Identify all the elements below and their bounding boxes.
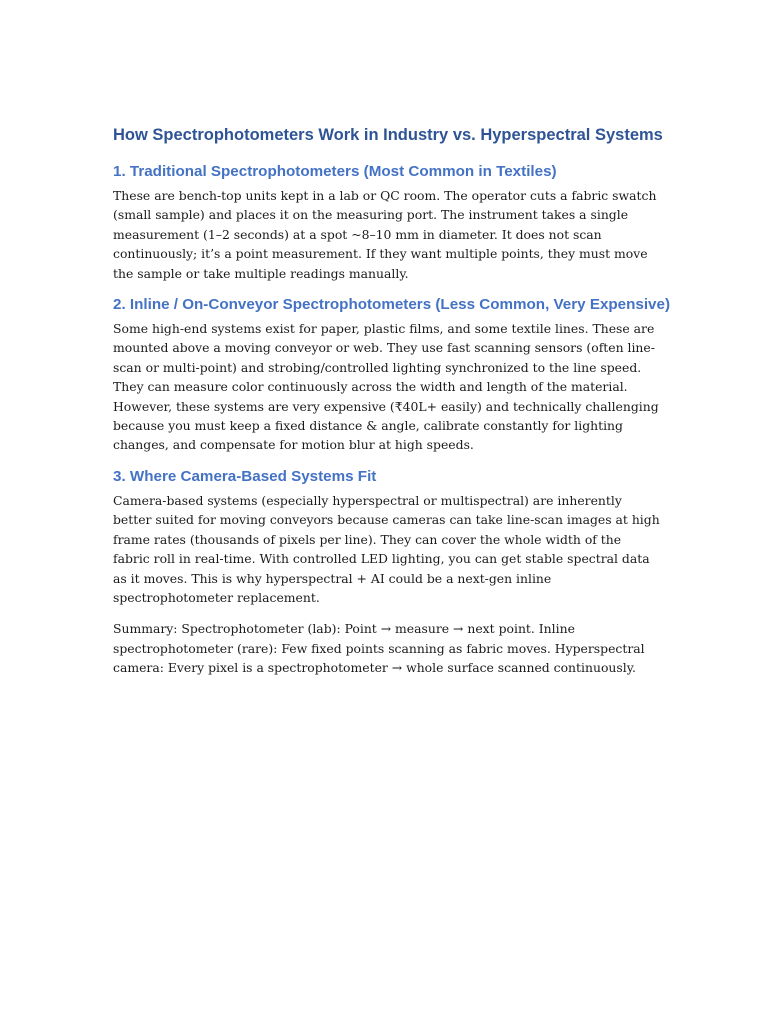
summary-paragraph: Summary: Spectrophotometer (lab): Point → measure → next point. Inline spectrophotometer (rare): Few fixed points scanning as fabric moves. Hyperspectral camera: Every pixel is a spectrophotometer → whole surface scanned continuously. [113, 621, 645, 676]
section-heading: 2. Inline / On-Conveyor Spectrophotometers (Less Common, Very Expensive) [113, 296, 671, 314]
section-heading: 1. Traditional Spectrophotometers (Most Common in Textiles) [113, 163, 557, 180]
section-inline-spectrophotometers [113, 295, 671, 455]
section-heading: 3. Where Camera-Based Systems Fit [113, 467, 377, 485]
section-camera-based-systems [113, 467, 661, 607]
document-title: How Spectrophotometers Work in Industry vs. Hyperspectral Systems [113, 126, 663, 144]
document-page [113, 124, 671, 690]
section-paragraph: Camera-based systems (especially hyperspectral or multispectral) are inherently better suited for moving conveyors because cameras can take line-scan images at high frame rates (thousands of pixels per line). They can cover the whole width of the fabric roll in real-time. With controlled LED lighting, you can get stable spectral data as it moves. This is why hyperspectral + AI could be a next-gen inline spectrophotometer replacement. [113, 492, 660, 605]
section-paragraph: These are bench-top units kept in a lab or QC room. The operator cuts a fabric swatch (small sample) and places it on the measuring port. The instrument takes a single measurement (1–2 seconds) at a spot ~8–10 mm in diameter. It does not scan continuously; it’s a point measurement. If they want multiple points, they must move the sample or take multiple readings manually. [113, 188, 657, 281]
section-paragraph: Some high-end systems exist for paper, plastic films, and some textile lines. These are mounted above a moving conveyor or web. They use fast scanning sensors (often line-scan or multi-point) and strobing/controlled lighting synchronized to the line speed. They can measure color continuously across the width and length of the material. However, these systems are very expensive (₹40L+ easily) and technically challenging because you must keep a fixed distance & angle, calibrate constantly for lighting changes, and compensate for motion blur at high speeds. [113, 321, 659, 453]
section-traditional-spectrophotometers [113, 162, 661, 283]
